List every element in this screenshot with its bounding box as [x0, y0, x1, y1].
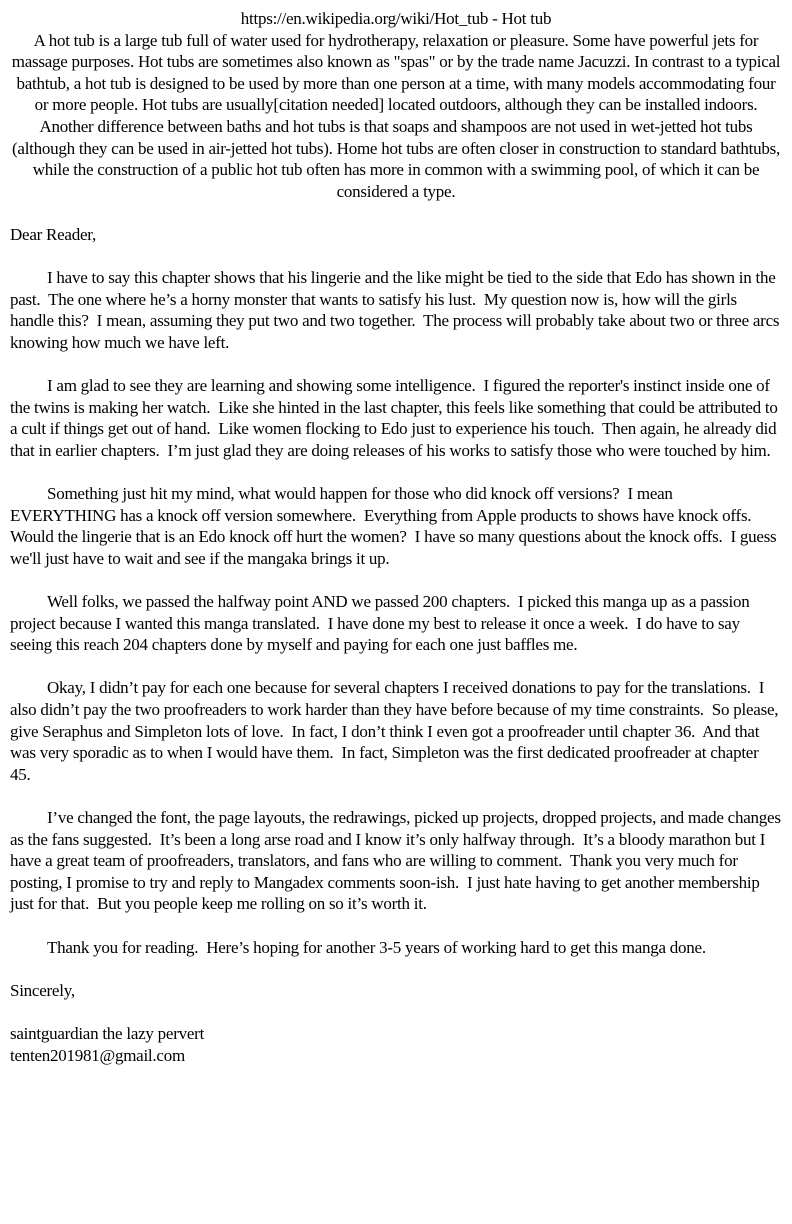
- wikipedia-quote: A hot tub is a large tub full of water used for hydrotherapy, relaxation or pleasure. Some have powerful jets for massage purposes. Hot tubs are sometimes also known as "spas" or by the trade name Jacuzzi. In contrast to a typical bathtub, a hot tub is designed to be used by more than one person at a time, with many models accommodating four or more people. Hot tubs are usually[citation needed] located outdoors, although they can be installed indoors. Another difference between baths and hot tubs is that soaps and shampoos are not used in wet-jetted hot tubs (although they can be used in air-jetted hot tubs). Home hot tubs are often closer in construction to standard bathtubs, while the construction of a public hot tub often has more in common with a swimming pool, of which it can be considered a type.: [11, 30, 785, 201]
- letter-paragraph-3: Something just hit my mind, what would happen for those who did knock off versions? I mean EVERYTHING has a knock off version somewhere. Everything from Apple products to shows have knock offs. Would the lingerie that is an Edo knock off hurt the women? I have so many questions about the knock offs. I guess we'll just have to wait and see if the mangaka brings it up.: [10, 484, 781, 568]
- letter-paragraph-7: Thank you for reading. Here’s hoping for another 3-5 years of working hard to get this manga done.: [47, 937, 706, 957]
- letter-paragraph-4: Well folks, we passed the halfway point AND we passed 200 chapters. I picked this manga up as a passion project because I wanted this manga translated. I have done my best to release it once a week. I do have to say seeing this reach 204 chapters done by myself and paying for each one just baffles me.: [10, 592, 754, 655]
- signature-name: saintguardian the lazy pervert: [10, 1023, 205, 1043]
- letter-paragraph-6: I’ve changed the font, the page layouts, the redrawings, picked up projects, dropped projects, and made changes as the fans suggested. It’s been a long arse road and I know it’s only halfway through. It’s a bloody marathon but I have a great team of proofreaders, translators, and fans who are willing to comment. Thank you very much for posting, I promise to try and reply to Mangadex comments soon-ish. I just hate having to get another membership just for that. But you people keep me rolling on so it’s worth it.: [10, 807, 785, 914]
- letter-paragraph-1: I have to say this chapter shows that his lingerie and the like might be tied to the side that Edo has shown in the past. The one where he’s a horny monster that wants to satisfy his lust. My question now is, how will the girls handle this? I mean, assuming they put two and two together. The process will probably take about two or three arcs knowing how much we have left.: [10, 268, 784, 352]
- salutation: Dear Reader,: [10, 224, 96, 244]
- letter-paragraph-2: I am glad to see they are learning and showing some intelligence. I figured the reporter's instinct inside one of the twins is making her watch. Like she hinted in the last chapter, this feels like something that could be attributed to a cult if things get out of hand. Like women flocking to Edo just to experience his touch. Then again, he already did that in earlier chapters. I’m just glad they are doing releases of his works to satisfy those who were touched by him.: [10, 376, 782, 460]
- signature-block: [10, 1023, 782, 1066]
- closing: Sincerely,: [10, 980, 75, 1000]
- letter-paragraph-5: Okay, I didn’t pay for each one because for several chapters I received donations to pay for the translations. I also didn’t pay the two proofreaders to work harder than they have before because of my time constraints. So please, give Seraphus and Simpleton lots of love. In fact, I don’t think I even got a proofreader until chapter 36. And that was very sporadic as to when I would have them. In fact, Simpleton was the first dedicated proofreader at chapter 45.: [10, 678, 783, 784]
- signature-email: tenten201981@gmail.com: [10, 1045, 185, 1065]
- source-url: https://en.wikipedia.org/wiki/Hot_tub - Hot tub: [240, 9, 552, 28]
